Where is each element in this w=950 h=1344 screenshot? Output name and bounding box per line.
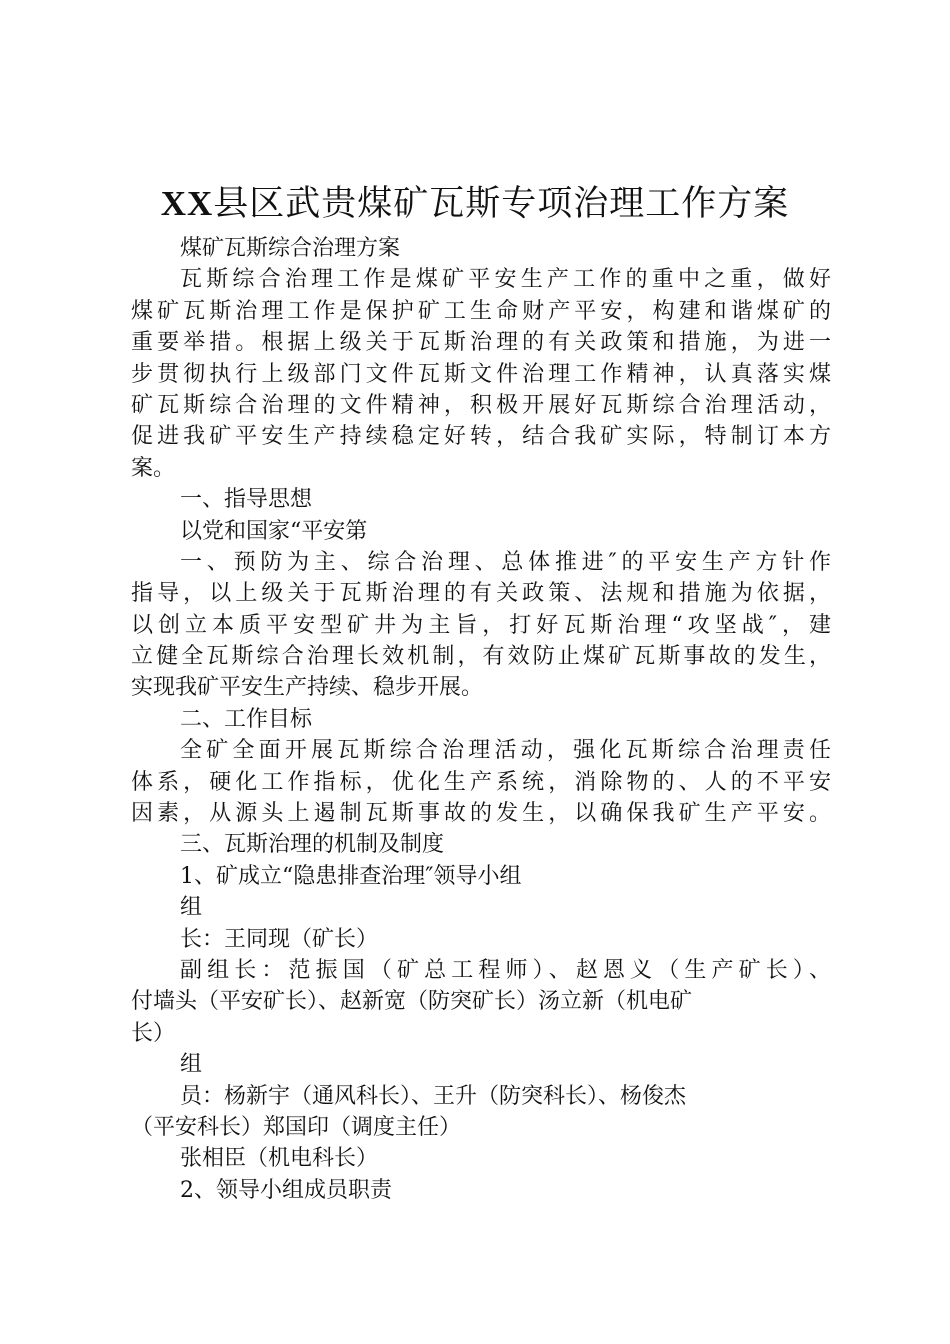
text-line: 二、工作目标	[180, 706, 313, 732]
text-line: 促进我矿平安生产持续稳定好转，结合我矿实际，特制订本方	[131, 424, 831, 450]
text-line: 立健全瓦斯综合治理长效机制，有效防止煤矿瓦斯事故的发生，	[131, 644, 831, 670]
text-line: 案。	[131, 455, 176, 481]
text-line: 一、指导思想	[180, 487, 313, 513]
title-text: 县区武贵煤矿瓦斯专项治理工作方案	[213, 184, 790, 224]
text-line: 员：杨新宇（通风科长）、王升（防突科长）、杨俊杰	[180, 1083, 687, 1109]
text-line: 付墙头（平安矿长）、赵新宽（防突矿长）汤立新（机电矿	[131, 989, 693, 1015]
text-line: 煤矿瓦斯综合治理方案	[180, 236, 401, 261]
text-line: 副组长：范振国（矿总工程师）、赵恩义（生产矿长）、	[180, 957, 831, 983]
text-line: 因素，从源头上遏制瓦斯事故的发生，以确保我矿生产平安。	[131, 801, 831, 827]
text-line: 以党和国家“平安第	[180, 518, 368, 544]
text-line: 一、预防为主、综合治理、总体推进″的平安生产方针作	[180, 549, 831, 575]
text-line: 重要举措。根据上级关于瓦斯治理的有关政策和措施，为进一	[131, 330, 831, 356]
text-line: 煤矿瓦斯治理工作是保护矿工生命财产平安，构建和谐煤矿的	[131, 298, 831, 324]
text-line: 张相臣（机电科长）	[180, 1146, 379, 1172]
text-line: 全矿全面开展瓦斯综合治理活动，强化瓦斯综合治理责任	[180, 738, 831, 764]
text-line: 实现我矿平安生产持续、稳步开展。	[131, 675, 484, 701]
text-line: 组	[180, 895, 203, 921]
text-line: 2、领导小组成员职责	[180, 1177, 392, 1203]
text-line: （平安科长）郑国印（调度主任）	[131, 1114, 462, 1140]
text-line: 矿瓦斯综合治理的文件精神，积极开展好瓦斯综合治理活动，	[131, 392, 831, 418]
text-line: 体系，硬化工作指标，优化生产系统，消除物的、人的不平安	[131, 769, 831, 795]
title-prefix: XX	[160, 184, 214, 223]
text-line: 瓦斯综合治理工作是煤矿平安生产工作的重中之重，做好	[180, 267, 831, 293]
text-line: 指导，以上级关于瓦斯治理的有关政策、法规和措施为依据，	[131, 581, 831, 607]
text-line: 步贯彻执行上级部门文件瓦斯文件治理工作精神，认真落实煤	[131, 361, 831, 387]
text-line: 组	[180, 1052, 203, 1078]
text-line: 1、矿成立“隐患排查治理″领导小组	[180, 863, 522, 889]
text-line: 三、瓦斯治理的机制及制度	[180, 832, 445, 858]
document-title	[0, 180, 950, 228]
text-line: 长：王同现（矿长）	[180, 926, 379, 952]
text-line: 以创立本质平安型矿井为主旨，打好瓦斯治理“攻坚战″，建	[131, 612, 831, 638]
text-line: 长）	[131, 1020, 176, 1046]
document-body	[131, 233, 831, 1206]
